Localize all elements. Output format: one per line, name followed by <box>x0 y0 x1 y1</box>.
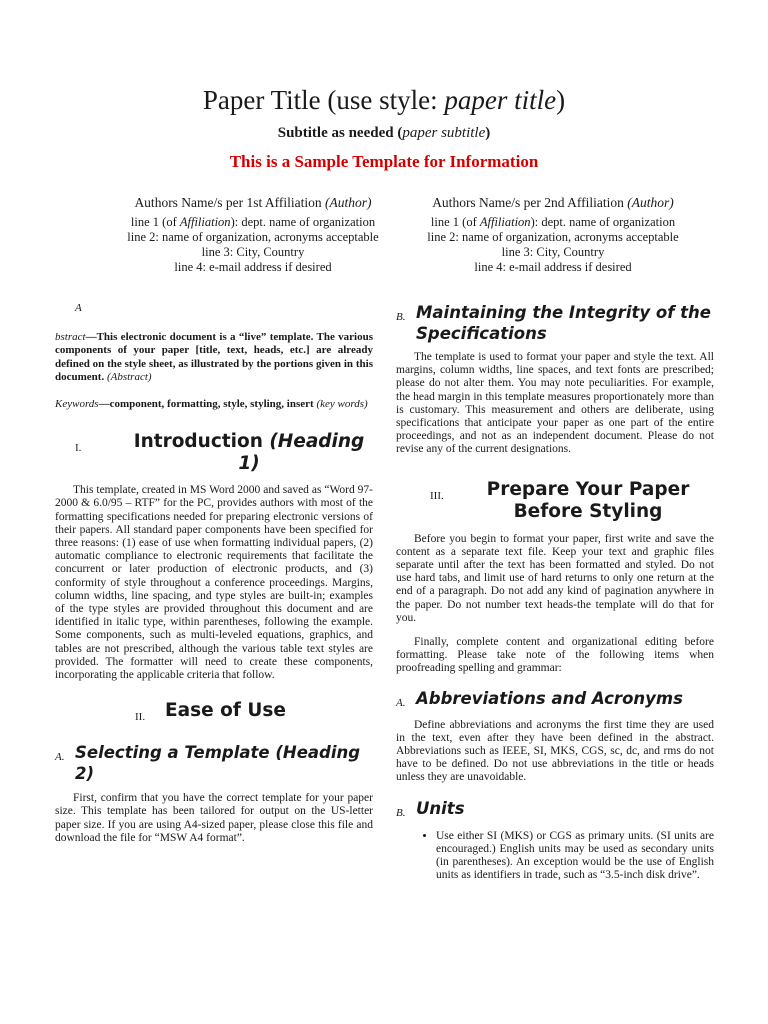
heading-number: III. <box>430 489 444 502</box>
heading-number: II. <box>135 711 146 724</box>
paper-subtitle <box>0 125 768 142</box>
title-close: ) <box>556 85 566 115</box>
prepare-body-2: Finally, complete content and organizational editing before formatting. Please take note of the following items when proofreading spelling and grammar: <box>396 636 714 675</box>
affil-pre: line 1 (of <box>430 215 480 229</box>
abstract-paragraph <box>55 331 373 384</box>
heading-title: Introduction <box>133 431 270 453</box>
heading-style-name: (Heading 1) <box>238 431 365 475</box>
heading-number: I. <box>75 442 82 455</box>
author-name <box>108 194 398 211</box>
author-role: (Author) <box>325 195 372 210</box>
keywords-label: Keywords <box>55 398 99 411</box>
heading-text: Prepare Your Paper Before Styling <box>486 478 690 522</box>
heading-text: Ease of Use <box>165 700 286 722</box>
heading-text <box>125 431 373 475</box>
subheading-text: Units <box>416 798 465 818</box>
abstract-text: —This electronic document is a “live” template. The various components of your paper [title, text, heads, etc.] are already defined on the style sheet, as illustrated by the portions given in this document. <box>55 331 373 383</box>
title-style-name: paper title <box>444 85 557 115</box>
heading-prepare-paper <box>396 479 714 523</box>
abbreviations-body: Define abbreviations and acronyms the first time they are used in the text, even after they have been defined in the abstract. Abbreviations such as IEEE, SI, MKS, CGS, sc, dc, and rms do not have to be defined. Do not use abbreviations in the title or heads unless they are unavoidable. <box>396 718 714 784</box>
subheading-text: Maintaining the Integrity of the Specifications <box>416 303 711 343</box>
affil-post: ): dept. name of organization <box>530 215 676 229</box>
keywords-paragraph <box>55 398 373 411</box>
heading-units <box>396 798 714 824</box>
affil-pre: line 1 (of <box>130 215 180 229</box>
abstract-tag: (Abstract) <box>106 370 152 383</box>
title-text: Paper Title (use style: <box>202 85 445 115</box>
author-name-text: Authors Name/s per 1st Affiliation <box>134 195 326 210</box>
affiliation-line-2: line 2: name of organization, acronyms acceptable <box>427 230 679 244</box>
selecting-template-body: First, confirm that you have the correct template for your paper size. This template has been tailored for output on the US-letter paper size. If you are using A4-sized paper, please close this file and download the file for “MSW A4 format”. <box>55 792 373 844</box>
heading-introduction <box>55 431 373 475</box>
abstract-drop-letter: A <box>75 302 82 314</box>
left-column <box>55 298 373 845</box>
author-name-text: Authors Name/s per 2nd Affiliation <box>432 195 628 210</box>
affiliation-line-3: line 3: City, Country <box>201 245 305 259</box>
intro-body: This template, created in MS Word 2000 and saved as “Word 97-2000 & 6.0/95 – RTF” for the PC, provides authors with most of the formatting specifications needed for preparing electronic versions of their papers. All standard paper components have been specified for three reasons: (1) ease of use when formatting individual papers, (2) automatic compliance to electronic requirements that facilitate the concurrent or later production of electronic products, and (3) conformity of style throughout a conference proceedings. Margins, column widths, line spacing, and type styles are built-in; examples of the type styles are provided throughout this document and are identified in italic type, within parentheses, following the example. Some components, such as multi-leveled equations, graphics, and tables are not prescribed, although the various table text styles are provided. The formatter will need to create these components, incorporating the applicable criteria that follow. <box>55 484 373 682</box>
subtitle-close: ) <box>485 125 491 141</box>
affiliation-line-1 <box>108 215 398 230</box>
subheading-letter: B. <box>396 806 406 819</box>
units-bullet-1: • Use either SI (MKS) or CGS as primary units. (SI units are encouraged.) English units may be used as secondary units (in parentheses). An exception would be the use of English units as identifiers in trade, such as “3.5-inch disk drive”. <box>436 830 714 883</box>
paper-title <box>0 82 768 118</box>
heading-maintaining-integrity <box>396 302 714 344</box>
affiliation-line-3: line 3: City, Country <box>501 245 605 259</box>
heading-abbreviations <box>396 688 714 714</box>
subheading-text: Selecting a Template (Heading 2) <box>75 743 361 784</box>
author-name <box>408 194 698 211</box>
subheading-letter: B. <box>396 311 406 323</box>
keywords-text: —component, formatting, style, styling, insert <box>98 398 317 411</box>
sample-notice: This is a Sample Template for Information <box>229 152 539 171</box>
affiliation-line-1 <box>408 215 698 230</box>
author-block-1 <box>108 194 398 275</box>
heading-selecting-template <box>55 742 373 784</box>
affil-italic: Affiliation <box>179 215 231 229</box>
affiliation-line-4: line 4: e-mail address if desired <box>174 260 332 274</box>
author-block-2 <box>408 194 698 275</box>
right-column <box>396 298 714 882</box>
prepare-body-1: Before you begin to format your paper, first write and save the content as a separate text file. Keep your text and graphic files separate until after the text has been formatted and styled. Do not use hard tabs, and limit use of hard returns to only one return at the end of a paragraph. Do not add any kind of pagination anywhere in the paper. Do not number text heads-the template will do that for you. <box>396 532 714 624</box>
affil-post: ): dept. name of organization <box>230 215 376 229</box>
subtitle-text: Subtitle as needed ( <box>277 125 403 141</box>
maintaining-integrity-body: The template is used to format your paper and style the text. All margins, column widths, line spaces, and text fonts are prescribed; please do not alter them. You may note peculiarities. For example, the head margin in this template measures proportionately more than is customary. This measurement and others are deliberate, using specifications that anticipate your paper as one part of the entire proceedings, and not as an independent document. Please do not revise any of the current designations. <box>396 351 714 456</box>
affiliation-line-4: line 4: e-mail address if desired <box>474 260 632 274</box>
subheading-letter: A. <box>55 751 65 764</box>
keywords-tag: (key words) <box>316 398 368 411</box>
subheading-text: Abbreviations and Acronyms <box>416 688 683 708</box>
units-bullet-list <box>396 830 714 883</box>
affiliation-line-2: line 2: name of organization, acronyms acceptable <box>127 230 379 244</box>
heading-ease-of-use <box>55 700 373 728</box>
affil-italic: Affiliation <box>479 215 531 229</box>
subtitle-style-name: paper subtitle <box>402 125 486 141</box>
author-role: (Author) <box>627 195 674 210</box>
subheading-letter: A. <box>396 696 406 709</box>
abstract-label: bstract <box>55 331 86 344</box>
